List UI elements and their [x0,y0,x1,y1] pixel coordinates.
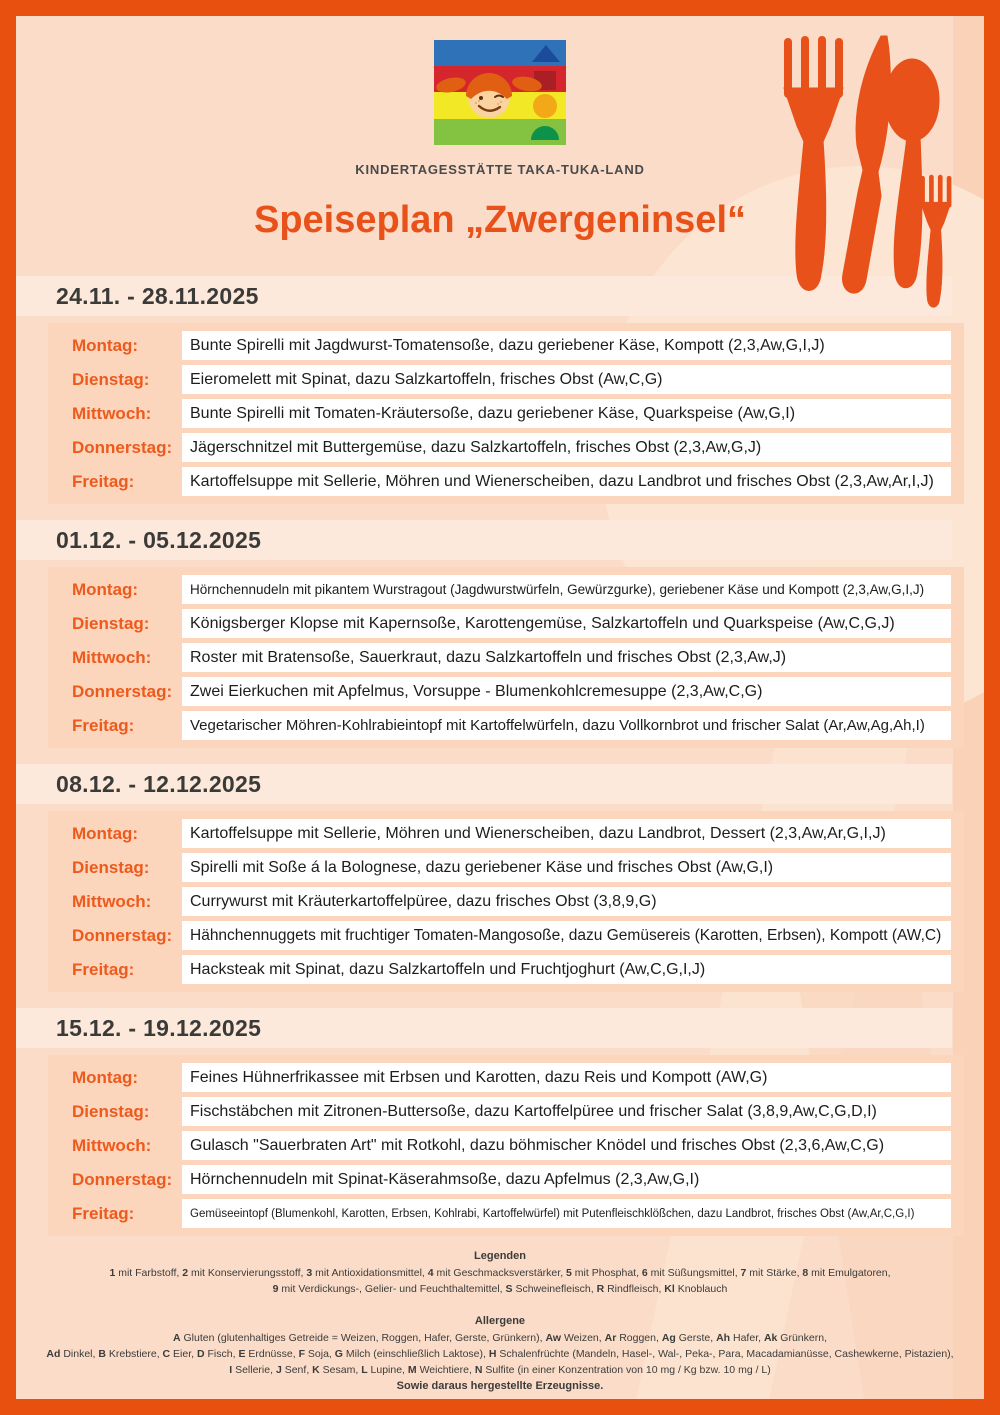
day-label: Dienstag: [72,369,150,389]
kita-logo [434,40,566,145]
week-range-header [16,764,952,804]
page-title: Speiseplan „Zwergeninsel“ [253,199,747,241]
allergen-footer: Sowie daraus hergestellte Erzeugnisse. [396,1380,604,1392]
day-row [60,467,951,496]
day-row [60,643,951,672]
day-label: Freitag: [72,1203,135,1223]
meal-box [182,711,951,740]
meal-text: Bunte Spirelli mit Jagdwurst-Tomatensoße, dazu geriebener Käse, Kompott (2,3,Aw,G,I,J) [190,336,825,354]
day-label: Freitag: [72,959,135,979]
circle-shape [533,94,557,118]
page-content-area [16,16,984,1399]
meal-text: Spirelli mit Soße á la Bolognese, dazu geriebener Käse und frisches Obst (Aw,G,I) [190,858,774,876]
day-label: Freitag: [72,471,135,491]
meal-box [182,331,951,360]
meal-box [182,955,951,984]
footnote-line: A Gluten (glutenhaltiges Getreide = Weizen, Roggen, Hafer, Gerste, Grünkern), Aw Weizen, Ar Roggen, Ag Gerste, Ah Hafer, Ak Grünkern, [173,1332,827,1344]
day-label: Montag: [72,823,139,843]
day-label: Mittwoch: [72,647,152,667]
meal-box [182,433,951,462]
meal-text: Hörnchennudeln mit Spinat-Käserahmsoße, dazu Apfelmus (2,3,Aw,G,I) [190,1170,700,1188]
legend-section [16,1250,984,1297]
meal-box [182,575,951,604]
week-table [48,567,964,748]
day-label: Dienstag: [72,613,150,633]
day-label: Mittwoch: [72,403,152,423]
footnotes [16,1250,984,1394]
day-row [60,365,951,394]
day-row [60,1165,951,1194]
week-section [16,1008,984,1236]
day-label: Dienstag: [72,857,150,877]
day-row [60,711,951,740]
day-row [60,677,951,706]
meal-text: Gulasch "Sauerbraten Art" mit Rotkohl, dazu böhmischer Knödel und frisches Obst (2,3,6,Aw,C,G) [190,1136,885,1154]
day-label: Freitag: [72,715,135,735]
week-table [48,811,964,992]
meal-box [182,819,951,848]
day-row [60,433,951,462]
footnote-line: 9 mit Verdickungs-, Gelier- und Feuchthaltemittel, S Schweinefleisch, R Rindfleisch, Kl Knoblauch [272,1283,728,1295]
meal-box [182,921,951,950]
day-row [60,575,951,604]
day-label: Montag: [72,579,139,599]
day-label: Montag: [72,335,139,355]
week-section [16,764,984,992]
day-label: Donnerstag: [72,925,173,945]
day-row [60,609,951,638]
meal-box [182,365,951,394]
day-row [60,1097,951,1126]
week-table [48,323,964,504]
meal-box [182,1097,951,1126]
org-name: KINDERTAGESSTÄTTE TAKA-TUKA-LAND [355,162,645,177]
meal-text: Königsberger Klopse mit Kapernsoße, Karottengemüse, Salzkartoffeln und Quarkspeise (Aw,C,G,J) [190,614,895,632]
allergen-lines [16,1330,984,1378]
week-range-text: 01.12. - 05.12.2025 [56,526,262,553]
day-row [60,1131,951,1160]
spoon-bowl [885,59,939,141]
meal-text: Bunte Spirelli mit Tomaten-Kräutersoße, dazu geriebener Käse, Quarkspeise (Aw,G,I) [190,404,796,422]
meal-box [182,399,951,428]
day-row [60,331,951,360]
meal-box [182,887,951,916]
meal-text: Kartoffelsuppe mit Sellerie, Möhren und Wienerscheiben, dazu Landbrot, Dessert (2,3,Aw,Ar,G,I,J) [190,824,886,842]
meal-text: Zwei Eierkuchen mit Apfelmus, Vorsuppe - Blumenkohlcremesuppe (2,3,Aw,C,G) [190,682,763,700]
meal-box [182,609,951,638]
day-row [60,853,951,882]
meal-box [182,643,951,672]
meal-text: Hähnchennuggets mit fruchtiger Tomaten-Mangosoße, dazu Gemüsereis (Karotten, Erbsen), Kompott (AW,C) [190,926,942,944]
day-row [60,921,951,950]
cutlery-icon [760,34,960,312]
meal-box [182,467,951,496]
meal-text: Jägerschnitzel mit Buttergemüse, dazu Salzkartoffeln, frisches Obst (2,3,Aw,G,J) [190,438,762,456]
day-label: Montag: [72,1067,139,1087]
week-range-text: 24.11. - 28.11.2025 [56,282,259,309]
allergen-section [16,1315,984,1394]
knife-blade [843,36,891,293]
week-section [16,520,984,748]
week-table [48,1055,964,1236]
meal-text: Hörnchennudeln mit pikantem Wurstragout (Jagdwurstwürfeln, Gewürzgurke), geriebener Käse und Kompott (2,3,Aw,G,I,J) [190,582,925,597]
meal-text: Feines Hühnerfrikassee mit Erbsen und Karotten, dazu Reis und Kompott (AW,G) [190,1068,768,1086]
allergen-title: Allergene [474,1315,526,1327]
meal-text: Roster mit Bratensoße, Sauerkraut, dazu Salzkartoffeln und frisches Obst (2,3,Aw,J) [190,648,787,666]
menu-weeks [16,276,984,1236]
meal-text: Kartoffelsuppe mit Sellerie, Möhren und Wienerscheiben, dazu Landbrot und frisches Obst (2,3,Aw,Ar,I,J) [190,472,934,490]
day-label: Dienstag: [72,1101,150,1121]
spoon-handle [894,136,922,288]
meal-text: Eieromelett mit Spinat, dazu Salzkartoffeln, frisches Obst (Aw,C,G) [190,370,663,388]
meal-box [182,1063,951,1092]
meal-text: Vegetarischer Möhren-Kohlrabieintopf mit Kartoffelwürfeln, dazu Vollkornbrot und frischer Salat (Ar,Aw,Ag,Ah,I) [190,717,925,734]
meal-text: Fischstäbchen mit Zitronen-Buttersoße, dazu Kartoffelpüree und frischer Salat (3,8,9,Aw,C,G,D,I) [190,1102,877,1120]
legend-lines [16,1265,984,1297]
meal-box [182,1131,951,1160]
week-range-text: 08.12. - 12.12.2025 [56,770,262,797]
meal-text: Hacksteak mit Spinat, dazu Salzkartoffeln und Fruchtjoghurt (Aw,C,G,I,J) [190,960,706,978]
footnote-line: 1 mit Farbstoff, 2 mit Konservierungsstoff, 3 mit Antioxidationsmittel, 4 mit Geschmacksverstärker, 5 mit Phosphat, 6 mit Süßungsmittel, 7 mit Stärke, 8 mit Emulgatoren, [109,1267,891,1279]
week-range-header [16,520,952,560]
footnote-line: I Sellerie, J Senf, K Sesam, L Lupine, M Weichtiere, N Sulfite (in einer Konzentration von 10 mg / Kg bzw. 10 mg / L) [229,1364,771,1376]
meal-box [182,1165,951,1194]
meal-text: Currywurst mit Kräuterkartoffelpüree, dazu frisches Obst (3,8,9,G) [190,892,657,910]
week-range-header [16,1008,952,1048]
footnote-line: Ad Dinkel, B Krebstiere, C Eier, D Fisch, E Erdnüsse, F Soja, G Milch (einschließlich Laktose), H Schalenfrüchte (Mandeln, Hasel-, Wal-, Peka-, Para, Macadamianüsse, Cashewkerne, Pistazien), [46,1348,954,1360]
day-label: Donnerstag: [72,681,173,701]
day-row [60,1063,951,1092]
day-label: Mittwoch: [72,891,152,911]
day-row [60,1199,951,1228]
meal-text: Gemüseeintopf (Blumenkohl, Karotten, Erbsen, Kohlrabi, Kartoffelwürfel) mit Putenfleischklößchen, dazu Landbrot, frisches Obst (Aw,Ar,C,G,I) [190,1207,915,1220]
day-label: Donnerstag: [72,437,173,457]
day-row [60,399,951,428]
legend-title: Legenden [474,1250,526,1262]
day-row [60,887,951,916]
day-row [60,819,951,848]
meal-box [182,677,951,706]
day-label: Mittwoch: [72,1135,152,1155]
meal-box [182,853,951,882]
meal-box [182,1199,951,1228]
day-row [60,955,951,984]
day-label: Donnerstag: [72,1169,173,1189]
week-range-text: 15.12. - 19.12.2025 [56,1014,262,1041]
